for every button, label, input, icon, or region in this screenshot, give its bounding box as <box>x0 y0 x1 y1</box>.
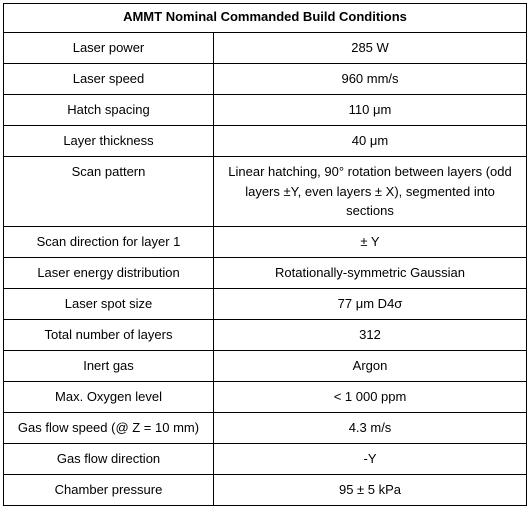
table-row <box>4 64 527 95</box>
table-row <box>4 382 527 413</box>
parameter-cell: Laser spot size <box>4 289 214 320</box>
parameter-cell: Inert gas <box>4 351 214 382</box>
parameter-cell: Chamber pressure <box>4 475 214 506</box>
value-cell: -Y <box>214 444 527 475</box>
parameter-cell: Max. Oxygen level <box>4 382 214 413</box>
value-cell: 312 <box>214 320 527 351</box>
value-cell: 110 μm <box>214 95 527 126</box>
parameter-cell: Laser speed <box>4 64 214 95</box>
parameter-cell: Total number of layers <box>4 320 214 351</box>
table-row <box>4 33 527 64</box>
parameter-cell: Scan pattern <box>4 157 214 227</box>
parameter-cell: Gas flow direction <box>4 444 214 475</box>
table-row <box>4 227 527 258</box>
table-row <box>4 157 527 227</box>
value-cell: 4.3 m/s <box>214 413 527 444</box>
value-cell: 95 ± 5 kPa <box>214 475 527 506</box>
value-cell: 285 W <box>214 33 527 64</box>
table-row <box>4 444 527 475</box>
build-conditions-table <box>3 3 527 506</box>
value-cell: Argon <box>214 351 527 382</box>
value-cell: 40 μm <box>214 126 527 157</box>
value-cell: 960 mm/s <box>214 64 527 95</box>
table-row <box>4 320 527 351</box>
table-row <box>4 95 527 126</box>
build-conditions-table-container <box>3 3 527 506</box>
value-cell: < 1 000 ppm <box>214 382 527 413</box>
value-cell: ± Y <box>214 227 527 258</box>
value-cell: 77 μm D4σ <box>214 289 527 320</box>
table-row <box>4 289 527 320</box>
table-title: AMMT Nominal Commanded Build Conditions <box>4 4 527 33</box>
parameter-cell: Laser power <box>4 33 214 64</box>
table-title-row <box>4 4 527 33</box>
table-row <box>4 475 527 506</box>
value-cell: Rotationally-symmetric Gaussian <box>214 258 527 289</box>
parameter-cell: Laser energy distribution <box>4 258 214 289</box>
table-row <box>4 258 527 289</box>
table-row <box>4 351 527 382</box>
parameter-cell: Scan direction for layer 1 <box>4 227 214 258</box>
parameter-cell: Hatch spacing <box>4 95 214 126</box>
table-row <box>4 413 527 444</box>
parameter-cell: Layer thickness <box>4 126 214 157</box>
table-row <box>4 126 527 157</box>
parameter-cell: Gas flow speed (@ Z = 10 mm) <box>4 413 214 444</box>
value-cell: Linear hatching, 90° rotation between layers (odd layers ±Y, even layers ± X), segmented into sections <box>214 157 527 227</box>
